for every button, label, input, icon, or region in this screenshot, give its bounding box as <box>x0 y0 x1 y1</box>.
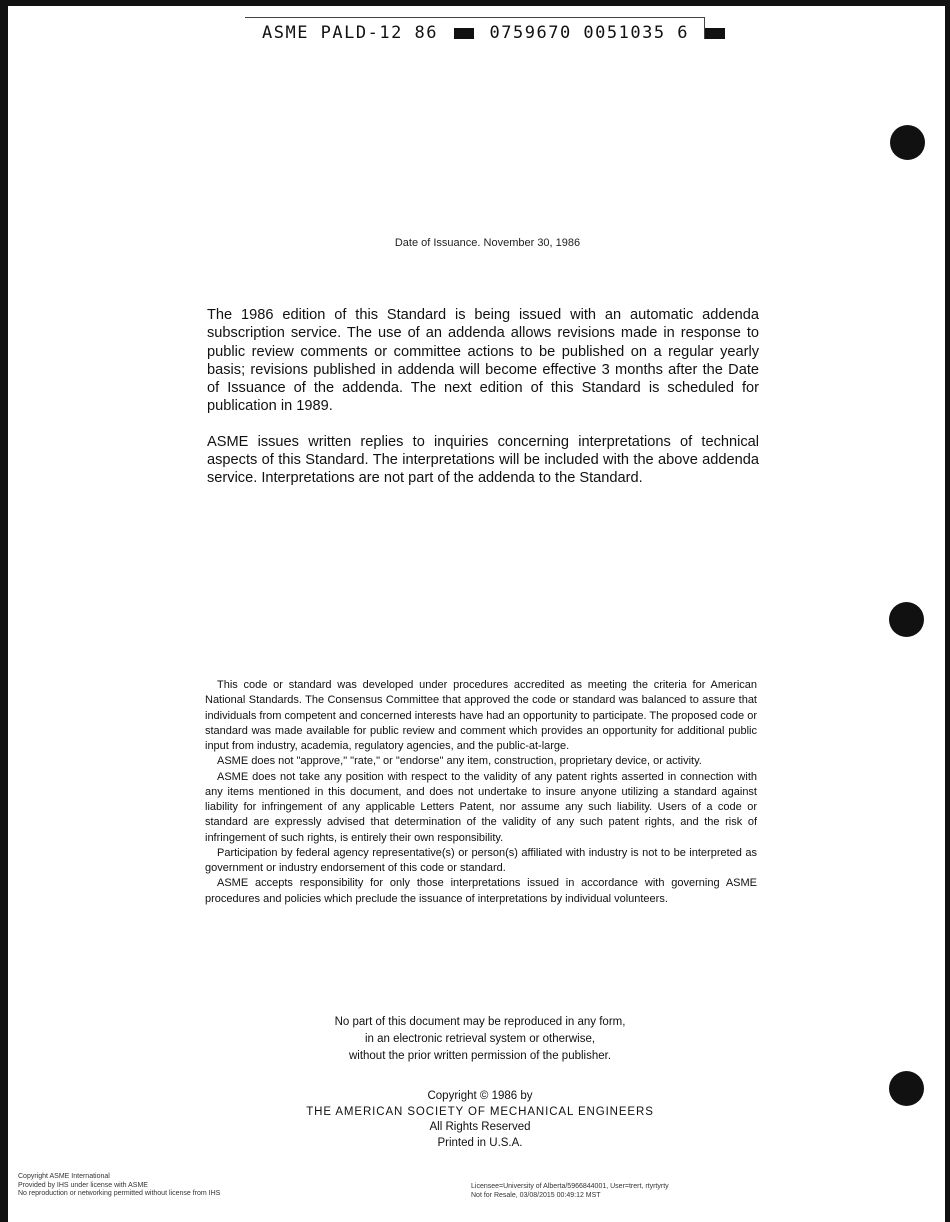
document-code-header <box>262 23 729 43</box>
legal-paragraph: ASME accepts responsibility for only those interpretations issued in accordance with governing ASME procedures and policies which preclude the issuance of interpretations by individual volunteers. <box>205 877 757 905</box>
footer-line: Not for Resale, 03/08/2015 00:49:12 MST <box>471 1191 601 1199</box>
reproduction-line: in an electronic retrieval system or otherwise, <box>364 1033 596 1045</box>
punch-hole-icon <box>889 1071 924 1106</box>
footer-license <box>471 1183 669 1200</box>
redaction-block-icon <box>705 28 725 39</box>
document-code-part1: ASME PALD-12 86 <box>262 23 439 43</box>
footer-line: No reproduction or networking permitted without license from IHS <box>18 1190 221 1197</box>
legal-notice <box>205 678 757 907</box>
legal-paragraph: ASME does not "approve," "rate," or "endorse" any item, construction, proprietary device, or activity. <box>217 755 702 768</box>
scan-top-edge <box>0 0 950 6</box>
reproduction-line: without the prior written permission of the publisher. <box>348 1050 612 1062</box>
header-rule <box>245 17 705 18</box>
copyright-block <box>250 1089 710 1151</box>
legal-paragraph: This code or standard was developed under procedures accredited as meeting the criteria for American National Standards. The Consensus Committee that approved the code or standard was balanced to assure that individuals from competent and concerned interests have had an opportunity to participate. The proposed code or standard was made available for public review and comment which provides an opportunity for additional public input from industry, academia, regulatory agencies, and the public-at-large. <box>205 679 757 752</box>
interpretations-paragraph: ASME issues written replies to inquiries concerning interpretations of technical aspects of this Standard. The interpretations will be included with the above addenda service. Interpretations are not part of the addenda to the Standard. <box>207 433 759 487</box>
footer-copyright <box>18 1173 220 1199</box>
redaction-block-icon <box>454 28 474 39</box>
legal-paragraph: ASME does not take any position with respect to the validity of any patent rights asserted in connection with any items mentioned in this document, and does not undertake to insure anyone utilizing a standard against liability for infringement of any applicable Letters Patent, nor assume any such liability. Users of a code or standard are expressly advised that determination of the validity of any such patent rights, and the risk of infringement of such rights, is entirely their own responsibility. <box>205 770 757 844</box>
publisher-name: THE AMERICAN SOCIETY OF MECHANICAL ENGINEERS <box>306 1105 654 1118</box>
document-code-part2: 0759670 0051035 6 <box>489 23 690 43</box>
copyright-line: Copyright © 1986 by <box>427 1090 533 1102</box>
date-of-issuance: Date of Issuance. November 30, 1986 <box>394 237 581 249</box>
printed-in: Printed in U.S.A. <box>437 1136 523 1149</box>
footer-line: Licensee=University of Alberta/5966844001, User=trert, rtyrtyrty <box>471 1183 669 1190</box>
reproduction-line: No part of this document may be reproduced in any form, <box>334 1016 626 1028</box>
punch-hole-icon <box>889 602 924 637</box>
addenda-notice <box>207 306 759 505</box>
legal-paragraph: Participation by federal agency representative(s) or person(s) affiliated with industry is not to be interpreted as government or industry endorsement of this code or standard. <box>205 846 757 874</box>
scan-left-edge <box>0 0 8 1222</box>
rights-reserved: All Rights Reserved <box>429 1121 531 1133</box>
footer-line: Copyright ASME International <box>18 1173 110 1180</box>
addenda-paragraph: The 1986 edition of this Standard is being issued with an automatic addenda subscription service. The use of an addenda allows revisions made in response to public review comments or committee actions to be published on a regular yearly basis; revisions published in addenda will become effective 3 months after the Date of Issuance of the addenda. The next edition of this Standard is scheduled for publication in 1989. <box>207 307 759 415</box>
footer-line: Provided by IHS under license with ASME <box>18 1181 148 1189</box>
punch-hole-icon <box>890 125 925 160</box>
reproduction-notice <box>250 1014 710 1065</box>
scan-right-edge <box>945 0 950 1222</box>
